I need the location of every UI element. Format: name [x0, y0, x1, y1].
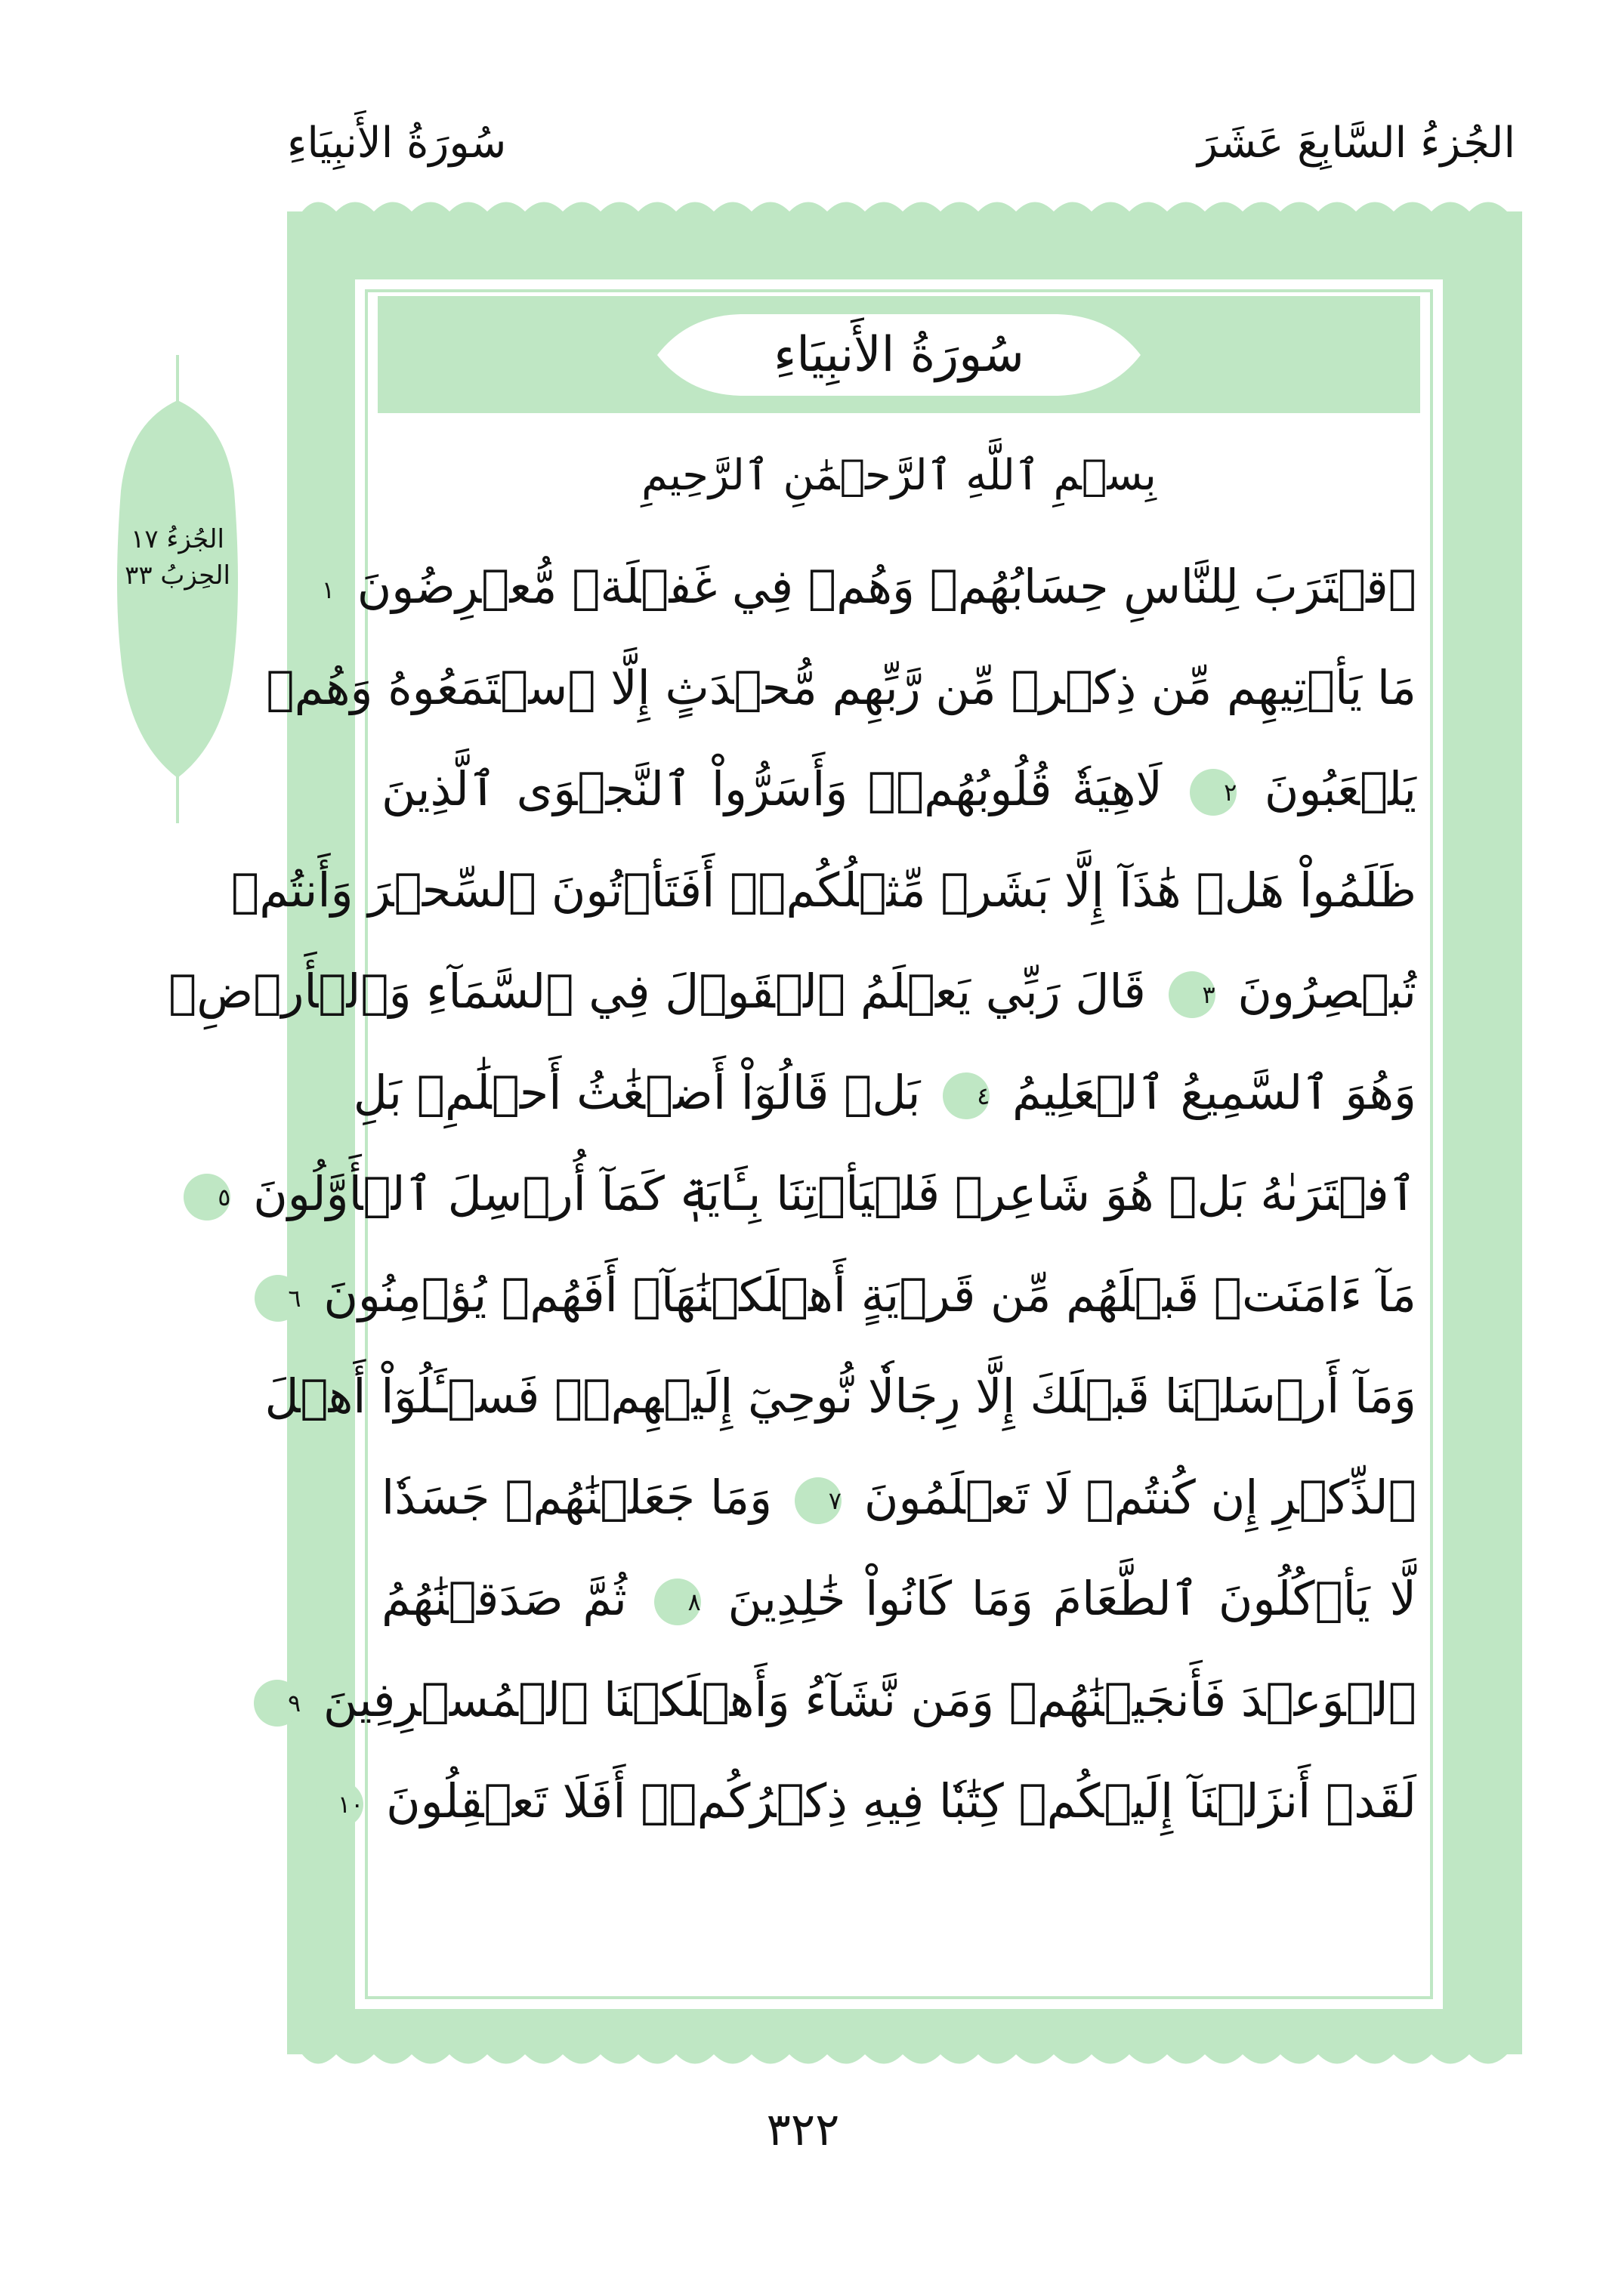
- verse-text: تُبۡصِرُونَ: [1237, 964, 1416, 1019]
- verse-text: مَآ ءَامَنَتۡ قَبۡلَهُم مِّن قَرۡيَةٍ أَهۡلَكۡنَٰهَآۖ أَفَهُمۡ يُؤۡمِنُونَ: [323, 1267, 1416, 1322]
- verse-line: [337, 1751, 1416, 1852]
- ayah-marker: ٨: [654, 1578, 701, 1625]
- frame-side-fill-right: [1492, 211, 1522, 2054]
- verse-line: [266, 637, 1416, 739]
- verse-line: [230, 840, 1416, 941]
- verse-text: مَا يَأۡتِيهِم مِّن ذِكۡرٖ مِّن رَّبِّهِم مُّحۡدَثٍ إِلَّا ٱسۡتَمَعُوهُ وَهُمۡ: [266, 660, 1416, 715]
- surah-header: سُورَةُ الأَنبِيَاءِ: [287, 119, 507, 168]
- verse-line: [264, 1346, 1416, 1447]
- verse-text: قَالَ رَبِّي يَعۡلَمُ ٱلۡقَوۡلَ فِي ٱلسَّمَآءِ وَٱلۡأَرۡضِۖ: [168, 964, 1146, 1019]
- ayah-marker: ١: [288, 566, 335, 613]
- verse-line: [287, 1649, 1416, 1751]
- badge-juz: الجُزءُ ١٧: [131, 524, 224, 554]
- verse-line: [381, 1447, 1416, 1548]
- verse-text: لَقَدۡ أَنزَلۡنَآ إِلَيۡكُمۡ كِتَٰبٗا فِيهِ ذِكۡرُكُمۡۚ أَفَلَا تَعۡقِلُونَ: [386, 1773, 1416, 1828]
- badge-hizb: الحِزبُ ٣٣: [125, 560, 230, 591]
- verse-text: ظَلَمُواْ هَلۡ هَٰذَآ إِلَّا بَشَرٞ مِّثۡلُكُمۡۖ أَفَتَأۡتُونَ ٱلسِّحۡرَ وَأَنتُمۡ: [230, 863, 1416, 918]
- verse-text: ٱلۡوَعۡدَ فَأَنجَيۡنَٰهُمۡ وَمَن نَّشَآءُ وَأَهۡلَكۡنَا ٱلۡمُسۡرِفِينَ: [323, 1672, 1416, 1727]
- basmala: بِسۡمِ ٱللَّهِ ٱلرَّحۡمَٰنِ ٱلرَّحِيمِ: [641, 451, 1157, 500]
- verse-line: [218, 1143, 1416, 1245]
- verse-line: [168, 941, 1416, 1042]
- ayah-marker: ٦: [255, 1275, 301, 1322]
- ayah-marker: ٩: [254, 1680, 301, 1727]
- juz-header: الجُزءُ السَّابِعَ عَشَرَ: [1197, 119, 1515, 168]
- verse-line: [288, 1245, 1416, 1346]
- ayah-marker: ٧: [795, 1477, 842, 1524]
- verse-text: ٱقۡتَرَبَ لِلنَّاسِ حِسَابُهُمۡ وَهُمۡ فِي غَفۡلَةٖ مُّعۡرِضُونَ: [357, 559, 1416, 614]
- verse-text: وَهُوَ ٱلسَّمِيعُ ٱلۡعَلِيمُ: [1012, 1065, 1416, 1120]
- ayah-marker: ٤: [943, 1072, 990, 1119]
- verse-text: لَاهِيَةٗ قُلُوبُهُمۡۗ وَأَسَرُّواْ ٱلنَّجۡوَى ٱلَّذِينَ: [381, 761, 1163, 816]
- verse-text: ٱلذِّكۡرِ إِن كُنتُمۡ لَا تَعۡلَمُونَ: [863, 1470, 1416, 1525]
- verse-text: لَّا يَأۡكُلُونَ ٱلطَّعَامَ وَمَا كَانُواْ خَٰلِدِينَ: [727, 1571, 1416, 1626]
- verse-line: [381, 1548, 1416, 1649]
- ayah-marker: ٢: [1190, 769, 1237, 816]
- verse-line: [353, 1042, 1416, 1143]
- verse-text: ثُمَّ صَدَقۡنَٰهُمُ: [381, 1571, 627, 1626]
- verse-text: وَمَآ أَرۡسَلۡنَا قَبۡلَكَ إِلَّا رِجَالٗا نُّوحِيٓ إِلَيۡهِمۡۖ فَسۡـَٔلُوٓاْ أَهۡلَ: [264, 1369, 1416, 1424]
- verse-text: بَلۡ قَالُوٓاْ أَضۡغَٰثُ أَحۡلَٰمِۭ بَلِ: [353, 1065, 921, 1120]
- surah-title: سُورَةُ الأَنبِيَاءِ: [774, 327, 1024, 383]
- page-number: ٣٢٢: [766, 2103, 840, 2156]
- verse-text: يَلۡعَبُونَ: [1264, 761, 1416, 816]
- verse-line: [381, 739, 1416, 840]
- verse-text: ٱفۡتَرَىٰهُ بَلۡ هُوَ شَاعِرٞ فَلۡيَأۡتِنَا بِـَٔايَةٖ كَمَآ أُرۡسِلَ ٱلۡأَوَّلُونَ: [253, 1166, 1416, 1221]
- hizb-badge: [102, 521, 253, 594]
- verse-text: وَمَا جَعَلۡنَٰهُمۡ جَسَدٗا: [381, 1470, 773, 1525]
- ayah-marker: ١٠: [317, 1781, 363, 1828]
- ayah-marker: ٥: [184, 1174, 230, 1221]
- ayah-marker: ٣: [1169, 971, 1215, 1018]
- verse-line: [321, 536, 1416, 637]
